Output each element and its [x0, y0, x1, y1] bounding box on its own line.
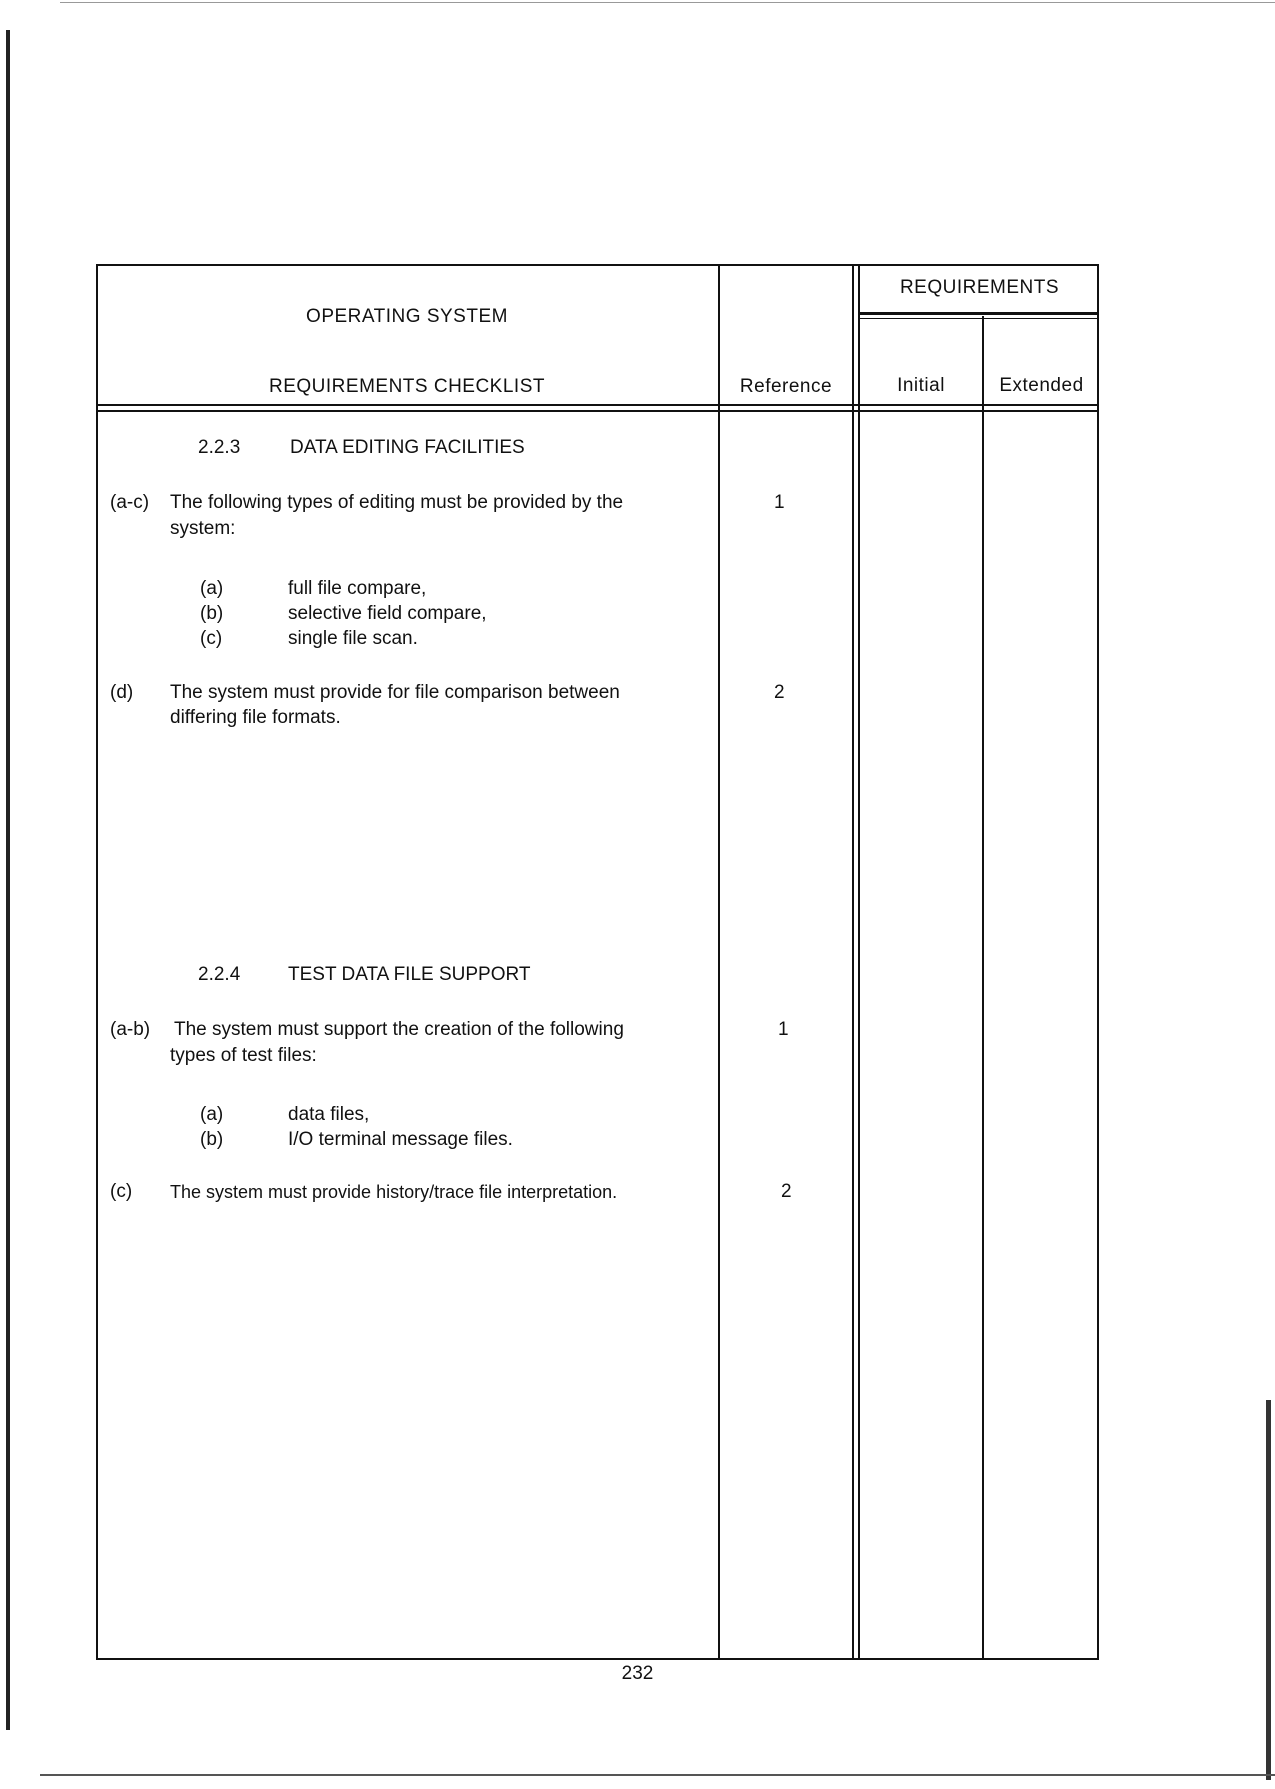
subitem-text: single file scan. — [288, 628, 418, 649]
item-label: (a-b) — [110, 1019, 151, 1040]
column-divider-requirements-b — [858, 264, 860, 1660]
scan-edge-top — [60, 2, 1275, 3]
item-reference: 2 — [781, 1181, 792, 1202]
extended-column-header: Extended — [999, 375, 1084, 396]
page-number: 232 — [621, 1663, 654, 1684]
table-frame — [96, 264, 1099, 1660]
item-label: (d) — [110, 682, 134, 703]
column-divider-requirements-a — [852, 264, 854, 1660]
item-text-line2: system: — [170, 518, 236, 539]
item-reference: 1 — [774, 492, 785, 513]
section-heading: TEST DATA FILE SUPPORT — [288, 964, 531, 985]
subitem-label: (b) — [200, 603, 224, 624]
reference-column-header: Reference — [739, 376, 833, 397]
item-text-line2: types of test files: — [170, 1045, 317, 1066]
requirements-header-rule — [860, 312, 1099, 315]
subitem-text: I/O terminal message files. — [288, 1129, 513, 1150]
requirements-column-header: REQUIREMENTS — [899, 277, 1060, 298]
item-text-line1: The system must support the creation of the following — [174, 1019, 624, 1040]
initial-column-header: Initial — [897, 375, 945, 396]
header-bottom-rule — [96, 404, 1099, 406]
table-title-line1: OPERATING SYSTEM — [306, 306, 508, 327]
subitem-label: (a) — [200, 578, 224, 599]
item-text-line1: The following types of editing must be provided by the — [170, 492, 624, 513]
subitem-text: selective field compare, — [288, 603, 487, 624]
column-divider-initial-extended — [982, 316, 984, 1660]
item-text-line1: The system must provide history/trace file interpretation. — [170, 1182, 618, 1202]
scan-edge-left — [6, 30, 10, 1730]
item-text-line2: differing file formats. — [170, 707, 341, 728]
subitem-label: (b) — [200, 1129, 224, 1150]
subitem-text: full file compare, — [288, 578, 427, 599]
item-text-line1: The system must provide for file comparison between — [170, 682, 620, 703]
header-bottom-rule-2 — [96, 410, 1099, 412]
scan-edge-bottom — [40, 1774, 1275, 1776]
table-title-line2: REQUIREMENTS CHECKLIST — [269, 376, 545, 397]
item-reference: 2 — [774, 682, 785, 703]
column-divider-reference — [718, 264, 720, 1660]
item-reference: 1 — [778, 1019, 789, 1040]
section-number: 2.2.3 — [198, 437, 241, 458]
section-number: 2.2.4 — [198, 964, 241, 985]
item-label: (a-c) — [110, 492, 150, 513]
requirements-header-rule-thin — [860, 318, 1099, 319]
subitem-label: (c) — [200, 628, 223, 649]
subitem-text: data files, — [288, 1104, 370, 1125]
section-heading: DATA EDITING FACILITIES — [290, 437, 525, 458]
subitem-label: (a) — [200, 1104, 224, 1125]
item-label: (c) — [110, 1181, 133, 1202]
scan-edge-right — [1266, 1400, 1271, 1780]
